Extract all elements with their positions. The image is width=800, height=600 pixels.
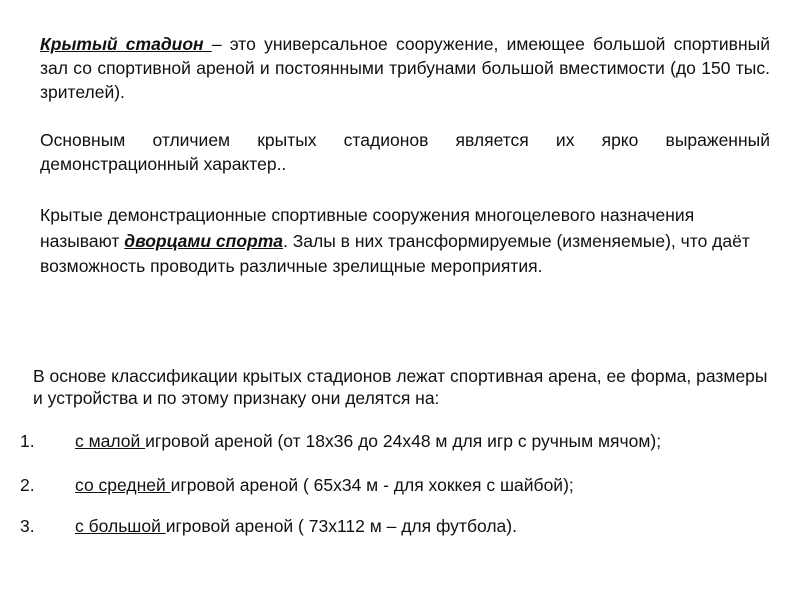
list-item-rest: игровой ареной (от 18х36 до 24х48 м для игр с ручным мячом); xyxy=(145,431,662,451)
list-item-number: 3. xyxy=(20,516,35,536)
list-item-number: 2. xyxy=(20,475,35,495)
list-item-text xyxy=(75,430,661,452)
list-item-underlined: с большой xyxy=(75,516,166,536)
palaces-text-before: Крытые демонстрационные спортивные сооружения многоцелевого назначения называют xyxy=(40,205,695,251)
distinction-text: Основным отличием крытых стадионов является их ярко выраженный демонстрационный характер.. xyxy=(40,130,770,174)
definition-paragraph xyxy=(40,32,770,104)
list-item-underlined: с малой xyxy=(75,431,146,451)
palaces-emphasis: дворцами спорта xyxy=(124,230,283,251)
list-item-text xyxy=(75,474,574,496)
definition-text: – это универсальное сооружение, имеющее большой спортивный зал со спортивной ареной и постоянными трибунами большой вместимости (до 150 тыс. зрителей). xyxy=(40,34,770,102)
classification-intro-text: В основе классификации крытых стадионов лежат спортивная арена, ее форма, размеры и устройства и по этому признаку они делятся на: xyxy=(33,366,768,408)
palaces-paragraph xyxy=(40,203,770,280)
definition-term: Крытый стадион xyxy=(40,34,212,54)
list-item-rest: игровой ареной ( 65х34 м - для хоккея с шайбой); xyxy=(170,475,574,495)
palaces-text-after: . Залы в них трансформируемые (изменяемые), что даёт возможность проводить различные зрелищные мероприятия. xyxy=(40,230,750,276)
list-item-underlined: со средней xyxy=(75,475,171,495)
list-item-rest: игровой ареной ( 73х112 м – для футбола). xyxy=(165,516,517,536)
list-item-number: 1. xyxy=(20,431,35,451)
classification-intro xyxy=(33,365,773,409)
list-item-text xyxy=(75,515,517,537)
distinction-paragraph xyxy=(40,128,770,176)
